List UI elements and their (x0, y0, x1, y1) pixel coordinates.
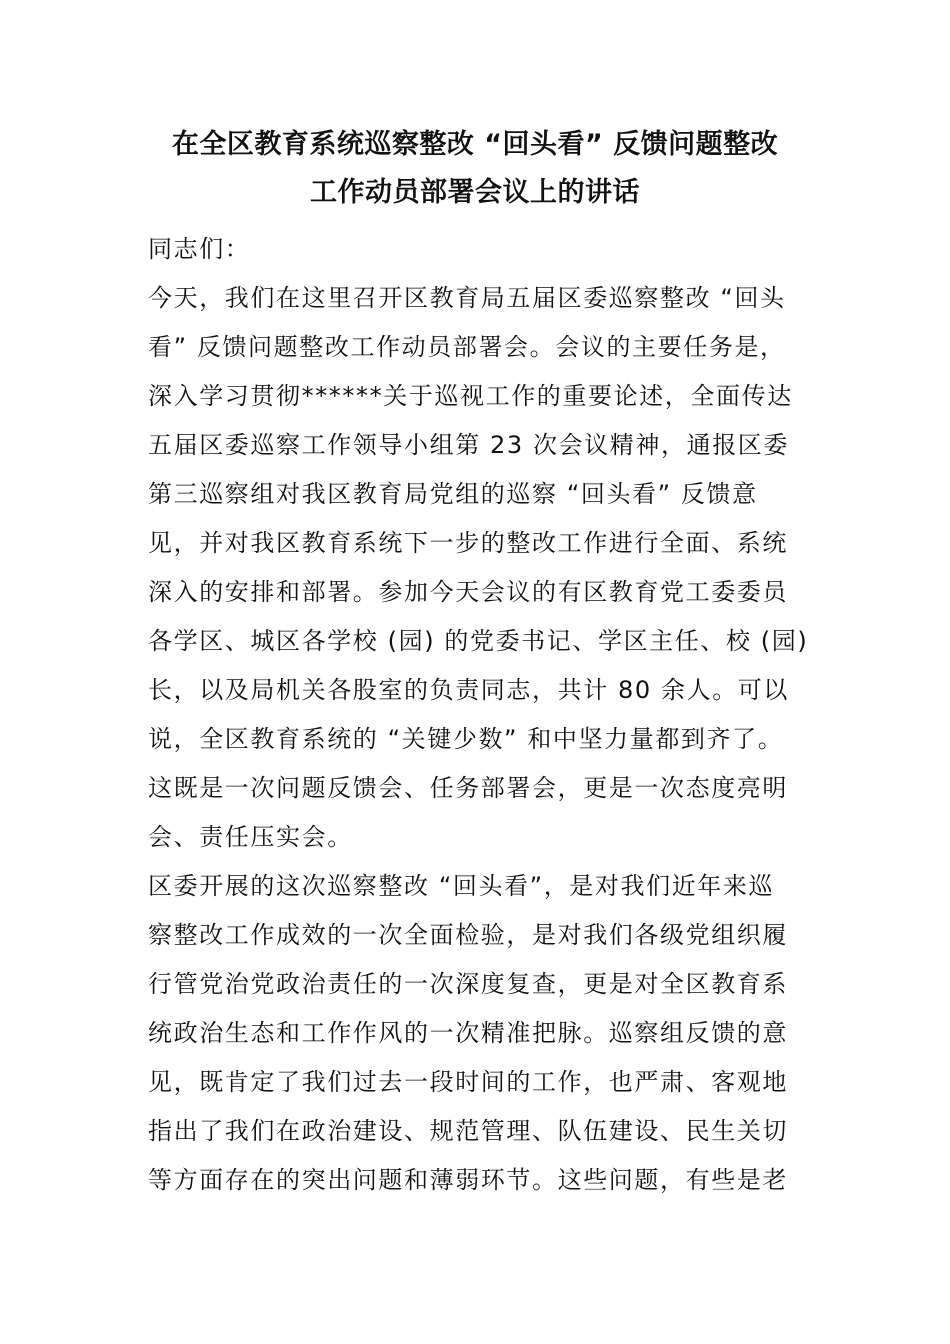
paragraph-1 (148, 274, 818, 862)
paragraph-line: 各学区、城区各学校 (园) 的党委书记、学区主任、校 (园) (148, 627, 809, 655)
paragraph-line: 行管党治党政治责任的一次深度复查，更是对全区教育系 (148, 970, 788, 998)
paragraph-line: 等方面存在的突出问题和薄弱环节。这些问题，有些是老 (148, 1166, 788, 1194)
document-title-line-1: 在全区教育系统巡察整改 “回头看” 反馈问题整改 (171, 129, 779, 160)
paragraph-line: 看” 反馈问题整改工作动员部署会。会议的主要任务是， (148, 333, 786, 361)
paragraph-line: 会、责任压实会。 (148, 823, 353, 851)
document-title-line-2: 工作动员部署会议上的讲话 (310, 177, 640, 208)
salutation: 同志们： (148, 235, 251, 263)
document-body (148, 225, 818, 1205)
paragraph-line: 深入的安排和部署。参加今天会议的有区教育党工委委员 (148, 578, 788, 606)
paragraph-line: 今天，我们在这里召开区教育局五届区委巡察整改 “回头 (148, 284, 786, 312)
paragraph-line: 见，并对我区教育系统下一步的整改工作进行全面、系统 (148, 529, 788, 557)
paragraph-line: 这既是一次问题反馈会、任务部署会，更是一次态度亮明 (148, 774, 788, 802)
paragraph-line: 五届区委巡察工作领导小组第 23 次会议精神，通报区委 (148, 431, 789, 459)
paragraph-line: 说，全区教育系统的 “关键少数” 和中坚力量都到齐了。 (148, 725, 784, 753)
paragraph-line: 第三巡察组对我区教育局党组的巡察 “回头看” 反馈意 (148, 480, 758, 508)
paragraph-2 (148, 862, 818, 1205)
paragraph-line: 察整改工作成效的一次全面检验，是对我们各级党组织履 (148, 921, 788, 949)
paragraph-line: 指出了我们在政治建设、规范管理、队伍建设、民生关切 (148, 1117, 788, 1145)
paragraph-line: 区委开展的这次巡察整改 “回头看”，是对我们近年来巡 (148, 872, 775, 900)
paragraph-line: 长，以及局机关各股室的负责同志，共计 80 余人。可以 (148, 676, 789, 704)
paragraph-line: 深入学习贯彻******关于巡视工作的重要论述，全面传达 (148, 382, 793, 410)
paragraph-line: 见，既肯定了我们过去一段时间的工作，也严肃、客观地 (148, 1068, 788, 1096)
paragraph-line: 统政治生态和工作作风的一次精准把脉。巡察组反馈的意 (148, 1019, 788, 1047)
